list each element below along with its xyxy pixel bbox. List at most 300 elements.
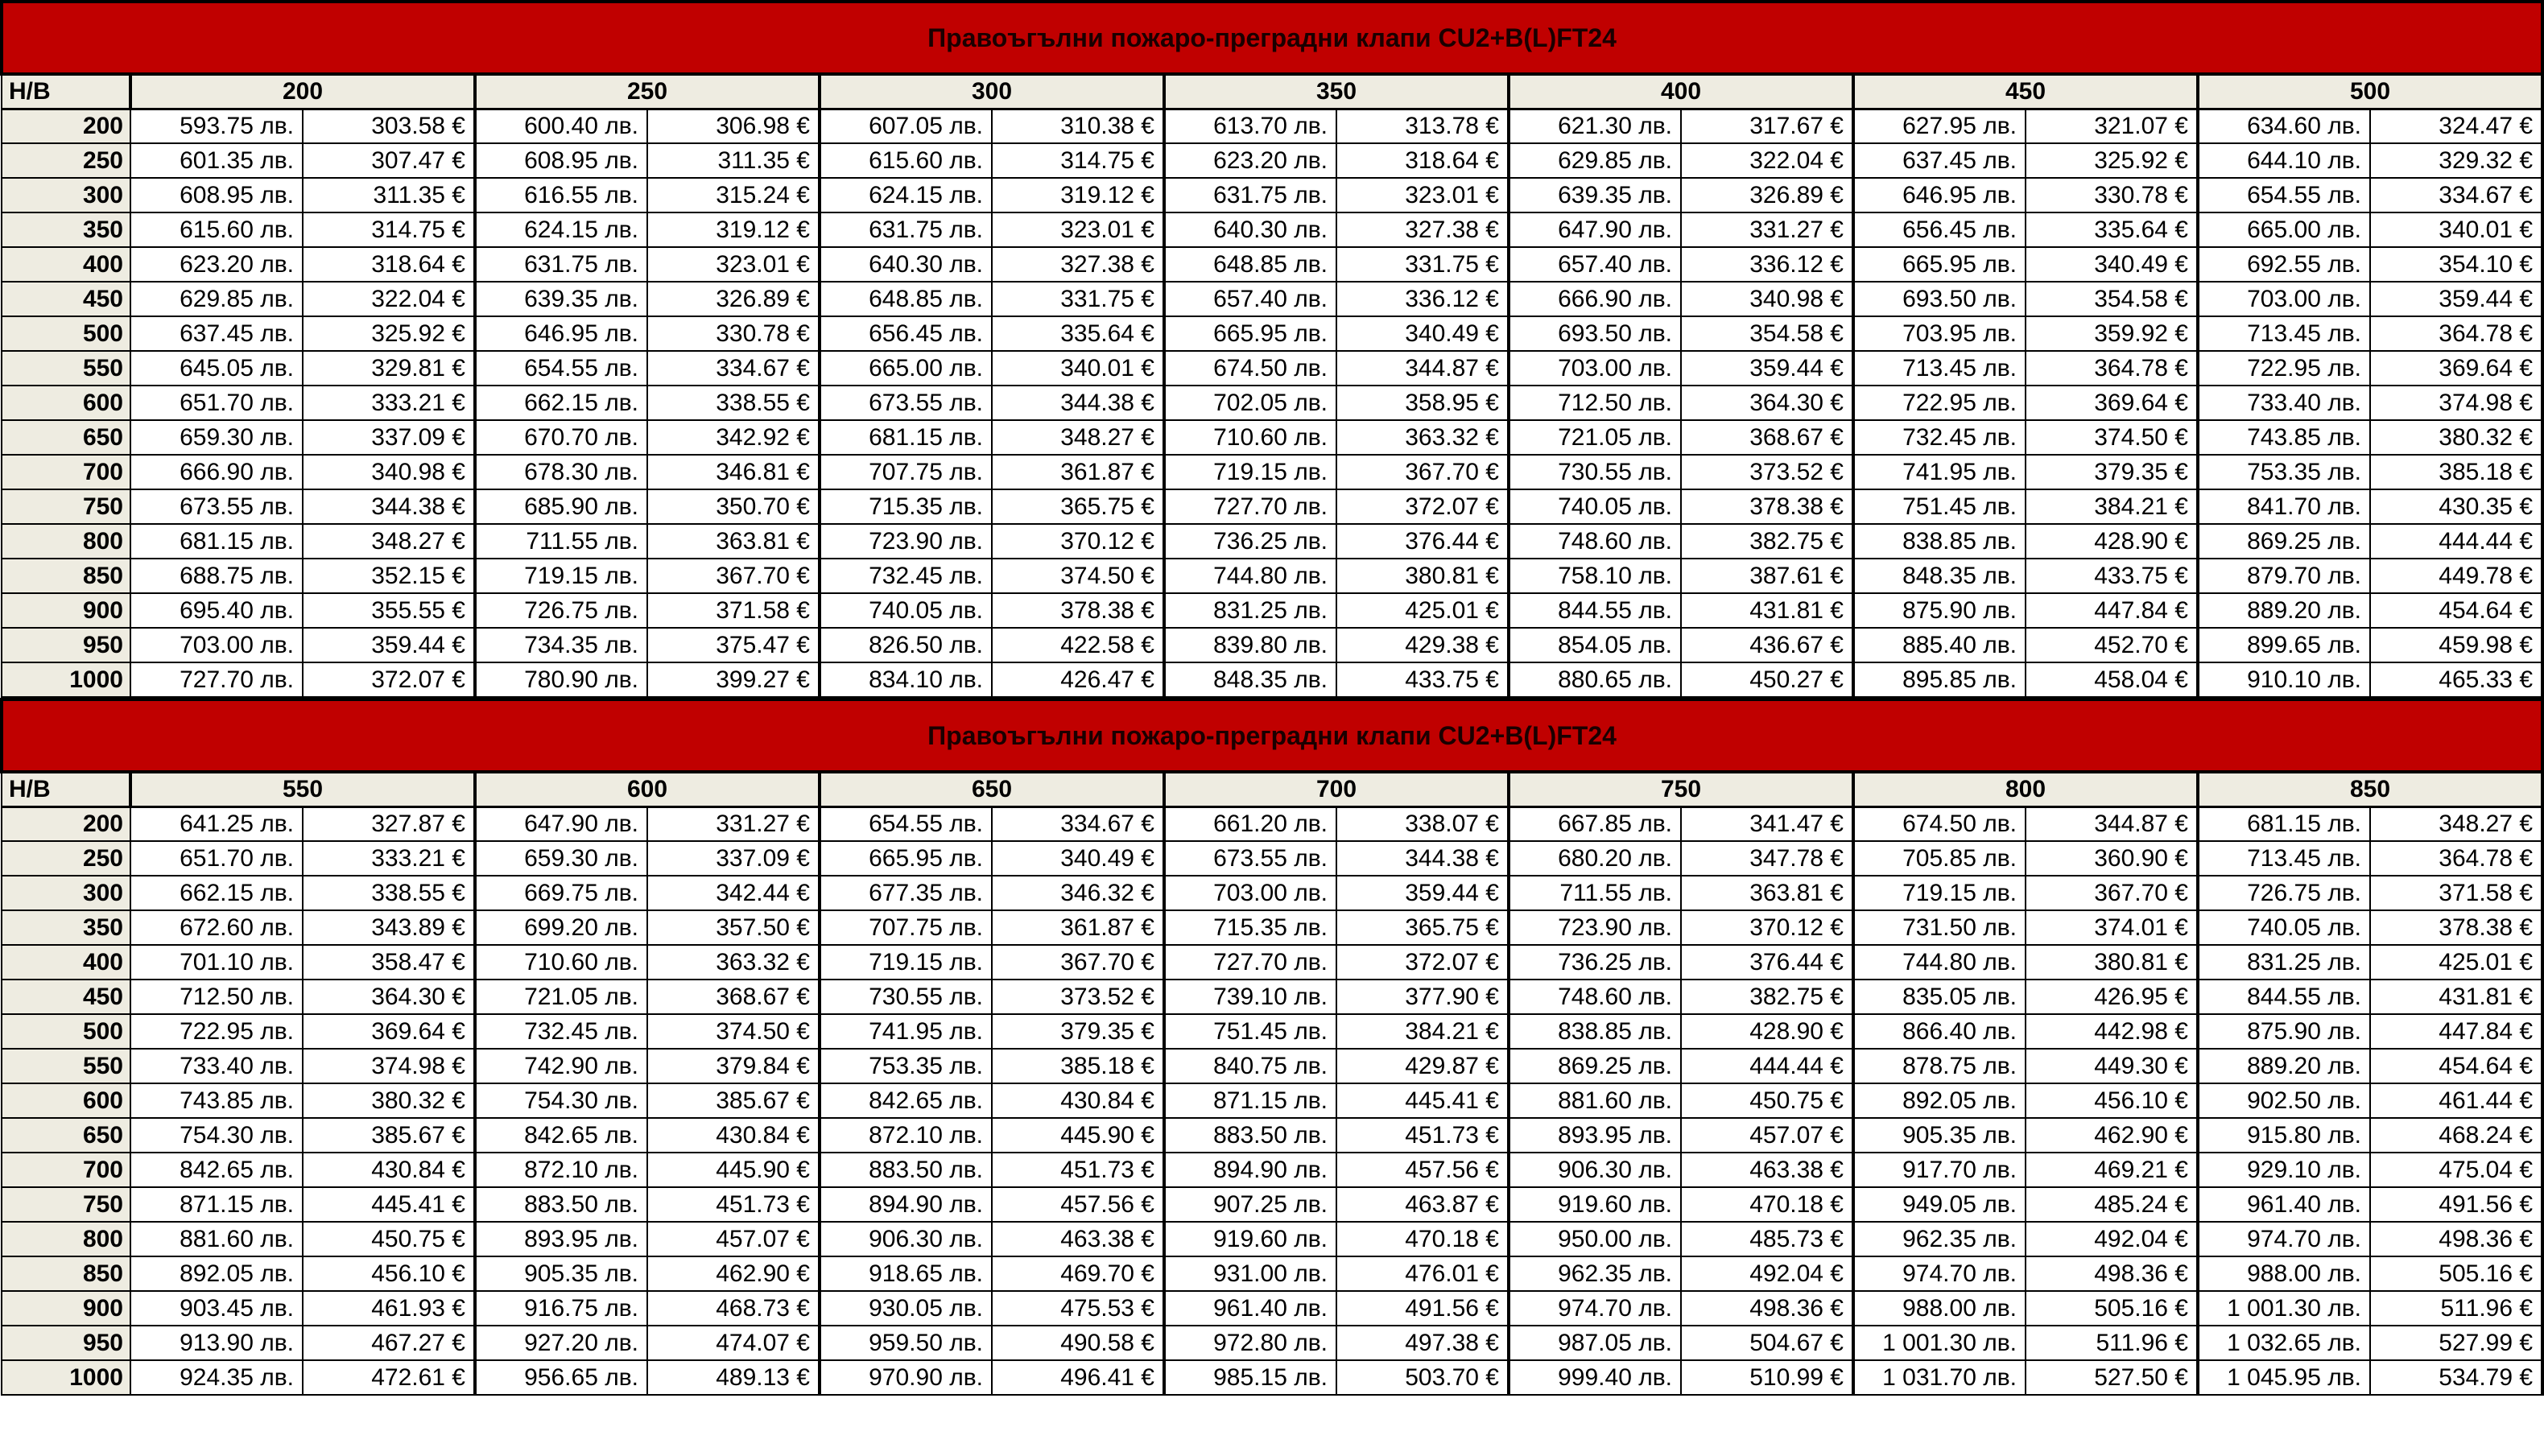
price-bgn-cell: 665.95 лв. [1853, 247, 2026, 282]
title-row [2, 2, 2542, 74]
price-bgn-cell: 713.45 лв. [2198, 316, 2370, 351]
price-eur-cell: 380.81 € [2026, 945, 2198, 980]
price-bgn-cell: 743.85 лв. [130, 1083, 303, 1118]
height-label: 300 [2, 178, 130, 212]
price-eur-cell: 534.79 € [2370, 1360, 2542, 1395]
price-bgn-cell: 639.35 лв. [475, 282, 647, 316]
price-eur-cell: 450.75 € [1681, 1083, 1853, 1118]
price-eur-cell: 378.38 € [1681, 489, 1853, 524]
table-row [2, 524, 2542, 559]
table-row [2, 1256, 2542, 1291]
width-header: 850 [2198, 772, 2542, 806]
price-bgn-cell: 950.00 лв. [1509, 1222, 1681, 1256]
price-eur-cell: 511.96 € [2026, 1326, 2198, 1360]
price-eur-cell: 313.78 € [1336, 109, 1509, 143]
price-eur-cell: 326.89 € [1681, 178, 1853, 212]
table-row [2, 1187, 2542, 1222]
table-row [2, 876, 2542, 910]
height-label: 800 [2, 524, 130, 559]
price-bgn-cell: 719.15 лв. [820, 945, 992, 980]
height-label: 250 [2, 143, 130, 178]
height-label: 900 [2, 593, 130, 628]
price-eur-cell: 447.84 € [2370, 1014, 2542, 1049]
width-header: 500 [2198, 74, 2542, 109]
price-bgn-cell: 666.90 лв. [130, 455, 303, 489]
price-eur-cell: 346.32 € [992, 876, 1164, 910]
price-eur-cell: 433.75 € [2026, 559, 2198, 593]
price-eur-cell: 311.35 € [303, 178, 475, 212]
table-row [2, 143, 2542, 178]
price-eur-cell: 387.61 € [1681, 559, 1853, 593]
price-bgn-cell: 917.70 лв. [1853, 1153, 2026, 1187]
price-eur-cell: 334.67 € [992, 806, 1164, 841]
table-row [2, 386, 2542, 420]
price-bgn-cell: 715.35 лв. [820, 489, 992, 524]
price-bgn-cell: 732.45 лв. [475, 1014, 647, 1049]
price-eur-cell: 330.78 € [2026, 178, 2198, 212]
price-bgn-cell: 624.15 лв. [475, 212, 647, 247]
price-bgn-cell: 707.75 лв. [820, 455, 992, 489]
price-bgn-cell: 907.25 лв. [1164, 1187, 1336, 1222]
price-bgn-cell: 866.40 лв. [1853, 1014, 2026, 1049]
price-eur-cell: 442.98 € [2026, 1014, 2198, 1049]
price-eur-cell: 472.61 € [303, 1360, 475, 1395]
price-bgn-cell: 831.25 лв. [1164, 593, 1336, 628]
height-label: 200 [2, 109, 130, 143]
price-eur-cell: 485.73 € [1681, 1222, 1853, 1256]
price-bgn-cell: 753.35 лв. [820, 1049, 992, 1083]
price-bgn-cell: 835.05 лв. [1853, 980, 2026, 1014]
price-bgn-cell: 631.75 лв. [475, 247, 647, 282]
price-eur-cell: 457.07 € [647, 1222, 820, 1256]
price-eur-cell: 327.38 € [1336, 212, 1509, 247]
price-bgn-cell: 889.20 лв. [2198, 1049, 2370, 1083]
price-eur-cell: 361.87 € [992, 455, 1164, 489]
price-eur-cell: 317.67 € [1681, 109, 1853, 143]
price-bgn-cell: 734.35 лв. [475, 628, 647, 662]
price-bgn-cell: 681.15 лв. [820, 420, 992, 455]
price-bgn-cell: 722.95 лв. [2198, 351, 2370, 386]
price-eur-cell: 469.21 € [2026, 1153, 2198, 1187]
price-eur-cell: 311.35 € [647, 143, 820, 178]
price-eur-cell: 374.01 € [2026, 910, 2198, 945]
price-bgn-cell: 674.50 лв. [1853, 806, 2026, 841]
price-eur-cell: 384.21 € [2026, 489, 2198, 524]
table-row [2, 178, 2542, 212]
price-bgn-cell: 871.15 лв. [130, 1187, 303, 1222]
price-eur-cell: 367.70 € [647, 559, 820, 593]
price-bgn-cell: 875.90 лв. [2198, 1014, 2370, 1049]
price-bgn-cell: 661.20 лв. [1164, 806, 1336, 841]
price-eur-cell: 485.24 € [2026, 1187, 2198, 1222]
price-eur-cell: 341.47 € [1681, 806, 1853, 841]
price-bgn-cell: 1 045.95 лв. [2198, 1360, 2370, 1395]
price-eur-cell: 340.49 € [992, 841, 1164, 876]
price-bgn-cell: 878.75 лв. [1853, 1049, 2026, 1083]
price-bgn-cell: 732.45 лв. [820, 559, 992, 593]
price-eur-cell: 428.90 € [1681, 1014, 1853, 1049]
price-bgn-cell: 831.25 лв. [2198, 945, 2370, 980]
price-bgn-cell: 848.35 лв. [1853, 559, 2026, 593]
price-eur-cell: 364.30 € [303, 980, 475, 1014]
price-eur-cell: 359.44 € [303, 628, 475, 662]
price-bgn-cell: 699.20 лв. [475, 910, 647, 945]
price-eur-cell: 371.58 € [2370, 876, 2542, 910]
price-bgn-cell: 719.15 лв. [475, 559, 647, 593]
price-bgn-cell: 740.05 лв. [2198, 910, 2370, 945]
table-row [2, 806, 2542, 841]
price-bgn-cell: 988.00 лв. [1853, 1291, 2026, 1326]
price-bgn-cell: 730.55 лв. [1509, 455, 1681, 489]
price-eur-cell: 369.64 € [303, 1014, 475, 1049]
price-eur-cell: 346.81 € [647, 455, 820, 489]
table-row [2, 910, 2542, 945]
price-bgn-cell: 703.00 лв. [130, 628, 303, 662]
price-bgn-cell: 678.30 лв. [475, 455, 647, 489]
price-bgn-cell: 842.65 лв. [475, 1118, 647, 1153]
price-bgn-cell: 892.05 лв. [1853, 1083, 2026, 1118]
price-bgn-cell: 662.15 лв. [475, 386, 647, 420]
price-bgn-cell: 894.90 лв. [820, 1187, 992, 1222]
height-label: 300 [2, 876, 130, 910]
price-eur-cell: 315.24 € [647, 178, 820, 212]
price-bgn-cell: 621.30 лв. [1509, 109, 1681, 143]
price-eur-cell: 368.67 € [647, 980, 820, 1014]
header-row [2, 74, 2542, 109]
price-bgn-cell: 613.70 лв. [1164, 109, 1336, 143]
height-label: 900 [2, 1291, 130, 1326]
price-bgn-cell: 673.55 лв. [820, 386, 992, 420]
price-eur-cell: 364.78 € [2370, 841, 2542, 876]
price-bgn-cell: 1 001.30 лв. [2198, 1291, 2370, 1326]
price-bgn-cell: 680.20 лв. [1509, 841, 1681, 876]
price-bgn-cell: 721.05 лв. [1509, 420, 1681, 455]
price-bgn-cell: 726.75 лв. [475, 593, 647, 628]
price-bgn-cell: 639.35 лв. [1509, 178, 1681, 212]
price-bgn-cell: 740.05 лв. [1509, 489, 1681, 524]
price-bgn-cell: 608.95 лв. [475, 143, 647, 178]
price-bgn-cell: 875.90 лв. [1853, 593, 2026, 628]
height-label: 850 [2, 1256, 130, 1291]
price-eur-cell: 331.75 € [992, 282, 1164, 316]
price-bgn-cell: 736.25 лв. [1509, 945, 1681, 980]
price-bgn-cell: 719.15 лв. [1164, 455, 1336, 489]
price-bgn-cell: 669.75 лв. [475, 876, 647, 910]
price-eur-cell: 450.27 € [1681, 662, 1853, 697]
price-bgn-cell: 674.50 лв. [1164, 351, 1336, 386]
price-eur-cell: 374.50 € [992, 559, 1164, 593]
height-label: 350 [2, 910, 130, 945]
price-bgn-cell: 703.00 лв. [2198, 282, 2370, 316]
height-label: 650 [2, 420, 130, 455]
price-eur-cell: 470.18 € [1681, 1187, 1853, 1222]
height-label: 400 [2, 945, 130, 980]
price-bgn-cell: 722.95 лв. [1853, 386, 2026, 420]
price-bgn-cell: 871.15 лв. [1164, 1083, 1336, 1118]
price-bgn-cell: 657.40 лв. [1164, 282, 1336, 316]
price-eur-cell: 352.15 € [303, 559, 475, 593]
price-bgn-cell: 913.90 лв. [130, 1326, 303, 1360]
price-eur-cell: 475.04 € [2370, 1153, 2542, 1187]
price-eur-cell: 373.52 € [992, 980, 1164, 1014]
height-label: 350 [2, 212, 130, 247]
height-label: 550 [2, 1049, 130, 1083]
price-eur-cell: 374.50 € [2026, 420, 2198, 455]
price-bgn-cell: 754.30 лв. [475, 1083, 647, 1118]
price-eur-cell: 378.38 € [992, 593, 1164, 628]
price-eur-cell: 425.01 € [1336, 593, 1509, 628]
height-label: 650 [2, 1118, 130, 1153]
price-eur-cell: 330.78 € [647, 316, 820, 351]
price-bgn-cell: 695.40 лв. [130, 593, 303, 628]
price-bgn-cell: 723.90 лв. [820, 524, 992, 559]
price-bgn-cell: 693.50 лв. [1853, 282, 2026, 316]
price-bgn-cell: 601.35 лв. [130, 143, 303, 178]
price-bgn-cell: 648.85 лв. [820, 282, 992, 316]
price-eur-cell: 475.53 € [992, 1291, 1164, 1326]
price-bgn-cell: 711.55 лв. [1509, 876, 1681, 910]
price-eur-cell: 344.38 € [992, 386, 1164, 420]
price-bgn-cell: 780.90 лв. [475, 662, 647, 697]
price-bgn-cell: 673.55 лв. [130, 489, 303, 524]
price-eur-cell: 350.70 € [647, 489, 820, 524]
table-row [2, 212, 2542, 247]
price-bgn-cell: 715.35 лв. [1164, 910, 1336, 945]
price-eur-cell: 373.52 € [1681, 455, 1853, 489]
price-eur-cell: 449.30 € [2026, 1049, 2198, 1083]
price-bgn-cell: 659.30 лв. [475, 841, 647, 876]
price-bgn-cell: 727.70 лв. [1164, 489, 1336, 524]
price-bgn-cell: 707.75 лв. [820, 910, 992, 945]
corner-label: H/B [2, 74, 130, 109]
width-header: 600 [475, 772, 820, 806]
price-eur-cell: 323.01 € [647, 247, 820, 282]
price-eur-cell: 335.64 € [2026, 212, 2198, 247]
price-eur-cell: 491.56 € [1336, 1291, 1509, 1326]
price-bgn-cell: 842.65 лв. [820, 1083, 992, 1118]
price-eur-cell: 342.92 € [647, 420, 820, 455]
width-header: 300 [820, 74, 1164, 109]
price-bgn-cell: 723.90 лв. [1509, 910, 1681, 945]
price-bgn-cell: 681.15 лв. [130, 524, 303, 559]
width-header: 200 [130, 74, 475, 109]
price-bgn-cell: 869.25 лв. [2198, 524, 2370, 559]
price-bgn-cell: 910.10 лв. [2198, 662, 2370, 697]
height-label: 1000 [2, 662, 130, 697]
price-bgn-cell: 667.85 лв. [1509, 806, 1681, 841]
price-eur-cell: 510.99 € [1681, 1360, 1853, 1395]
price-eur-cell: 340.01 € [2370, 212, 2542, 247]
price-eur-cell: 374.98 € [2370, 386, 2542, 420]
table-row [2, 1083, 2542, 1118]
price-bgn-cell: 840.75 лв. [1164, 1049, 1336, 1083]
table-row [2, 1360, 2542, 1395]
price-bgn-cell: 880.65 лв. [1509, 662, 1681, 697]
price-bgn-cell: 644.10 лв. [2198, 143, 2370, 178]
corner-label: H/B [2, 772, 130, 806]
price-bgn-cell: 627.95 лв. [1853, 109, 2026, 143]
price-bgn-cell: 719.15 лв. [1853, 876, 2026, 910]
price-bgn-cell: 721.05 лв. [475, 980, 647, 1014]
height-label: 950 [2, 1326, 130, 1360]
price-bgn-cell: 647.90 лв. [475, 806, 647, 841]
table-title: Правоъгълни пожаро-преградни клапи CU2+B(L)FT24 [2, 2, 2542, 74]
price-bgn-cell: 1 031.70 лв. [1853, 1360, 2026, 1395]
price-eur-cell: 433.75 € [1336, 662, 1509, 697]
price-eur-cell: 343.89 € [303, 910, 475, 945]
table-row [2, 489, 2542, 524]
price-bgn-cell: 634.60 лв. [2198, 109, 2370, 143]
price-eur-cell: 428.90 € [2026, 524, 2198, 559]
price-eur-cell: 355.55 € [303, 593, 475, 628]
price-eur-cell: 431.81 € [1681, 593, 1853, 628]
price-eur-cell: 444.44 € [2370, 524, 2542, 559]
price-eur-cell: 385.18 € [2370, 455, 2542, 489]
price-bgn-cell: 685.90 лв. [475, 489, 647, 524]
price-bgn-cell: 949.05 лв. [1853, 1187, 2026, 1222]
price-eur-cell: 327.87 € [303, 806, 475, 841]
table-row [2, 282, 2542, 316]
table-row [2, 1153, 2542, 1187]
price-eur-cell: 334.67 € [2370, 178, 2542, 212]
price-eur-cell: 344.38 € [1336, 841, 1509, 876]
price-eur-cell: 376.44 € [1681, 945, 1853, 980]
price-bgn-cell: 742.90 лв. [475, 1049, 647, 1083]
price-eur-cell: 458.04 € [2026, 662, 2198, 697]
price-eur-cell: 323.01 € [992, 212, 1164, 247]
price-eur-cell: 365.75 € [992, 489, 1164, 524]
width-header: 350 [1164, 74, 1509, 109]
price-bgn-cell: 999.40 лв. [1509, 1360, 1681, 1395]
price-bgn-cell: 885.40 лв. [1853, 628, 2026, 662]
price-bgn-cell: 970.90 лв. [820, 1360, 992, 1395]
price-eur-cell: 333.21 € [303, 841, 475, 876]
price-bgn-cell: 607.05 лв. [820, 109, 992, 143]
price-bgn-cell: 743.85 лв. [2198, 420, 2370, 455]
width-header: 550 [130, 772, 475, 806]
price-eur-cell: 318.64 € [1336, 143, 1509, 178]
price-bgn-cell: 712.50 лв. [130, 980, 303, 1014]
price-eur-cell: 375.47 € [647, 628, 820, 662]
price-eur-cell: 326.89 € [647, 282, 820, 316]
price-eur-cell: 363.32 € [1336, 420, 1509, 455]
table-row [2, 1222, 2542, 1256]
price-eur-cell: 325.92 € [303, 316, 475, 351]
height-label: 750 [2, 1187, 130, 1222]
price-bgn-cell: 726.75 лв. [2198, 876, 2370, 910]
price-bgn-cell: 906.30 лв. [1509, 1153, 1681, 1187]
price-eur-cell: 331.27 € [647, 806, 820, 841]
price-bgn-cell: 665.00 лв. [820, 351, 992, 386]
price-eur-cell: 461.93 € [303, 1291, 475, 1326]
price-eur-cell: 363.81 € [1681, 876, 1853, 910]
price-bgn-cell: 662.15 лв. [130, 876, 303, 910]
price-eur-cell: 491.56 € [2370, 1187, 2542, 1222]
price-bgn-cell: 727.70 лв. [130, 662, 303, 697]
price-eur-cell: 498.36 € [1681, 1291, 1853, 1326]
price-bgn-cell: 927.20 лв. [475, 1326, 647, 1360]
price-bgn-cell: 744.80 лв. [1853, 945, 2026, 980]
price-bgn-cell: 906.30 лв. [820, 1222, 992, 1256]
price-eur-cell: 380.32 € [303, 1083, 475, 1118]
price-bgn-cell: 985.15 лв. [1164, 1360, 1336, 1395]
price-eur-cell: 331.27 € [1681, 212, 1853, 247]
table-row [2, 593, 2542, 628]
price-eur-cell: 451.73 € [1336, 1118, 1509, 1153]
price-eur-cell: 467.27 € [303, 1326, 475, 1360]
table-row [2, 1291, 2542, 1326]
height-label: 400 [2, 247, 130, 282]
price-eur-cell: 461.44 € [2370, 1083, 2542, 1118]
table-row [2, 1118, 2542, 1153]
price-eur-cell: 372.07 € [303, 662, 475, 697]
price-eur-cell: 470.18 € [1336, 1222, 1509, 1256]
price-eur-cell: 327.38 € [992, 247, 1164, 282]
price-eur-cell: 425.01 € [2370, 945, 2542, 980]
price-eur-cell: 457.07 € [1681, 1118, 1853, 1153]
price-bgn-cell: 615.60 лв. [820, 143, 992, 178]
price-bgn-cell: 892.05 лв. [130, 1256, 303, 1291]
price-eur-cell: 340.49 € [2026, 247, 2198, 282]
price-bgn-cell: 654.55 лв. [820, 806, 992, 841]
height-label: 450 [2, 980, 130, 1014]
price-bgn-cell: 881.60 лв. [1509, 1083, 1681, 1118]
height-label: 700 [2, 1153, 130, 1187]
price-bgn-cell: 732.45 лв. [1853, 420, 2026, 455]
height-label: 500 [2, 1014, 130, 1049]
price-bgn-cell: 753.35 лв. [2198, 455, 2370, 489]
price-bgn-cell: 645.05 лв. [130, 351, 303, 386]
price-bgn-cell: 842.65 лв. [130, 1153, 303, 1187]
price-eur-cell: 336.12 € [1336, 282, 1509, 316]
price-bgn-cell: 646.95 лв. [475, 316, 647, 351]
price-eur-cell: 314.75 € [303, 212, 475, 247]
width-header: 750 [1509, 772, 1853, 806]
price-bgn-cell: 641.25 лв. [130, 806, 303, 841]
price-eur-cell: 357.50 € [647, 910, 820, 945]
price-eur-cell: 476.01 € [1336, 1256, 1509, 1291]
header-row [2, 772, 2542, 806]
price-bgn-cell: 710.60 лв. [475, 945, 647, 980]
price-bgn-cell: 659.30 лв. [130, 420, 303, 455]
price-eur-cell: 364.78 € [2370, 316, 2542, 351]
price-eur-cell: 369.64 € [2370, 351, 2542, 386]
height-label: 700 [2, 455, 130, 489]
price-bgn-cell: 988.00 лв. [2198, 1256, 2370, 1291]
price-bgn-cell: 919.60 лв. [1509, 1187, 1681, 1222]
price-table-2 [0, 698, 2544, 1396]
price-eur-cell: 359.44 € [2370, 282, 2542, 316]
price-eur-cell: 363.32 € [647, 945, 820, 980]
price-eur-cell: 321.07 € [2026, 109, 2198, 143]
table-row [2, 1014, 2542, 1049]
table-row [2, 841, 2542, 876]
table-row [2, 559, 2542, 593]
price-eur-cell: 338.07 € [1336, 806, 1509, 841]
price-bgn-cell: 615.60 лв. [130, 212, 303, 247]
price-bgn-cell: 848.35 лв. [1164, 662, 1336, 697]
price-eur-cell: 354.58 € [1681, 316, 1853, 351]
price-bgn-cell: 959.50 лв. [820, 1326, 992, 1360]
price-eur-cell: 340.49 € [1336, 316, 1509, 351]
price-eur-cell: 511.96 € [2370, 1291, 2542, 1326]
price-eur-cell: 367.70 € [2026, 876, 2198, 910]
price-eur-cell: 354.10 € [2370, 247, 2542, 282]
table-row [2, 351, 2542, 386]
price-bgn-cell: 637.45 лв. [1853, 143, 2026, 178]
price-eur-cell: 463.87 € [1336, 1187, 1509, 1222]
price-bgn-cell: 631.75 лв. [1164, 178, 1336, 212]
